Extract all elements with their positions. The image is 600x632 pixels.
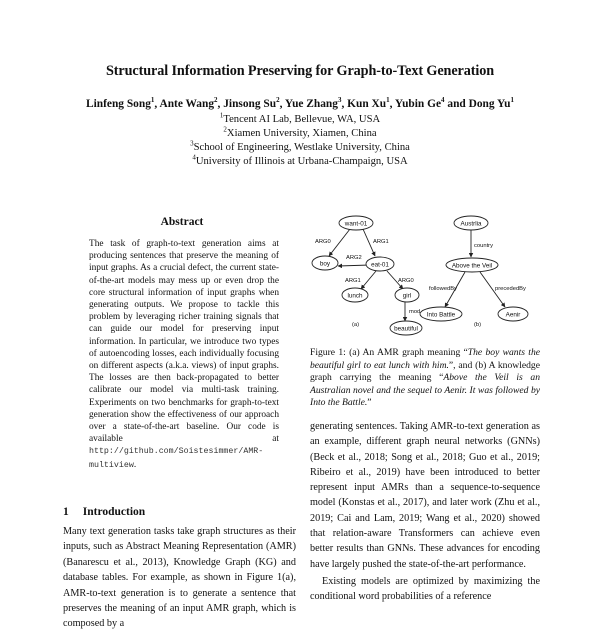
edge-label-precededby: precededBy (495, 286, 526, 292)
figure-label-b: (b) (474, 322, 482, 328)
intro-heading: 1 Introduction (63, 506, 146, 518)
intro-text: Many text generation tasks take graph structures as their inputs, such as Abstract Meaning Representation (AMR) (Banarescu et al., 2013), Knowledge Graph (KG) and database tables. For example, as shown in Figure 1(a), AMR-to-text generation is to generate a sentence that preserves the meaning of an input AMR graph, which is composed by a (63, 526, 296, 630)
edge-label-country: country (474, 243, 494, 249)
author-name: Linfeng Song (86, 98, 151, 110)
edge-label-arg0-a: ARG0 (315, 239, 331, 245)
paragraph-1: generating sentences. Taking AMR-to-text generation as an example, different graph neural networks (GNNs) (Beck et al., 2018; Song et al., 2018; Guo et al., 2019; Ribeiro et al., 2019) have been introduced to better represent input AMRs than a sequence-to-sequence model (Konstas et al., 2017), and later work (Zhu et al., 2019; Cai and Lam, 2019; Wang et al., 2020) showed that relation-aware Transformers can achieve even better results than GNNs. These advances for encoding have largely pushed the state-of-the-art performance. (310, 421, 540, 570)
abstract-heading: Abstract (160, 216, 204, 228)
paragraph-2: Existing models are optimized by maximizing the conditional word probabilities of a reference (310, 575, 540, 603)
node-label-battle: Into Battle (426, 311, 456, 319)
node-label-want: want-01 (344, 220, 368, 228)
author-name: Yubin Ge (394, 98, 442, 110)
paper-title: Structural Information Preserving for Graph-to-Text Generation (106, 63, 494, 79)
figure-caption: Figure 1: (a) An AMR graph meaning “The boy wants the beautiful girl to eat lunch with him.”, and (b) A knowledge graph carrying the meaning “Above the Veil is an Australian novel and the sequel to Aenir. It was followed by Into the Battle.” (310, 347, 540, 409)
author-name: Kun Xu (347, 98, 387, 110)
author-name: Jinsong Su (223, 98, 277, 110)
edge-label-mod: mod (409, 309, 421, 315)
node-label-australia: Austrlia (460, 220, 482, 228)
node-label-girl: girl (402, 292, 412, 300)
abstract-text: The task of graph-to-text generation aims at producing sentences that preserve the meaning of input graphs. As a crucial defect, the current state-of-the-art models may mess up or even drop the core structural information of input graphs when generating outputs. We propose to tackle this problem by leveraging richer training signals that can guide our model for preserving input information. In particular, we introduce two types of autoencoding losses, each individually focusing on different aspects (a.k.a. views) of input graphs. The losses are then back-propagated to better calibrate our model via multi-task training. Experiments on two benchmarks for graph-to-text generation show the effectiveness of our approach over a state-of-the-art baseline. Our code is available at http://github.com/Soistesimmer/AMR-multiview. (89, 239, 279, 470)
affiliation-1: $^1$Tencent AI Lab, Bellevue, WA, USA (219, 111, 381, 125)
node-label-lunch: lunch (347, 292, 363, 300)
code-link[interactable]: http://github.com/Soistesimmer/AMR-multiview (89, 447, 264, 470)
edge-label-arg0-b: ARG0 (398, 278, 414, 284)
author-name: Dong Yu (468, 98, 511, 110)
affiliation-3: $^3$School of Engineering, Westlake University, China (190, 139, 410, 153)
node-label-boy: boy (319, 260, 331, 268)
figure-1 (305, 212, 555, 352)
edge-arg0-want-boy (329, 229, 350, 256)
edge-arg2-eat-boy (338, 265, 370, 266)
edge-arg1-eat-lunch (361, 271, 376, 289)
author-list: Linfeng Song$^1$, Ante Wang$^2$, Jinsong Su$^2$, Yue Zhang$^3$, Kun Xu$^1$, Yubin Ge$^4$ and Dong Yu$^1$ (86, 96, 514, 110)
edge-label-arg1-b: ARG1 (345, 278, 361, 284)
node-label-aenir: Aenir (505, 311, 521, 319)
figure-label-a: (a) (352, 322, 360, 328)
affiliation-2: $^2$Xiamen University, Xiamen, China (223, 125, 377, 139)
edge-label-arg2: ARG2 (346, 255, 362, 261)
author-name: Yue Zhang (284, 98, 338, 110)
right-column-text (310, 419, 540, 605)
affiliation-4: $^4$University of Illinois at Urbana-Champaign, USA (192, 153, 408, 167)
edge-label-followedby: followedBy (429, 286, 458, 292)
node-label-eat: eat-01 (371, 261, 389, 269)
node-label-veil: Above the Veil (451, 262, 493, 270)
edge-label-arg1-a: ARG1 (373, 239, 389, 245)
node-label-beautiful: beautiful (394, 325, 418, 333)
author-name: Ante Wang (159, 98, 215, 110)
